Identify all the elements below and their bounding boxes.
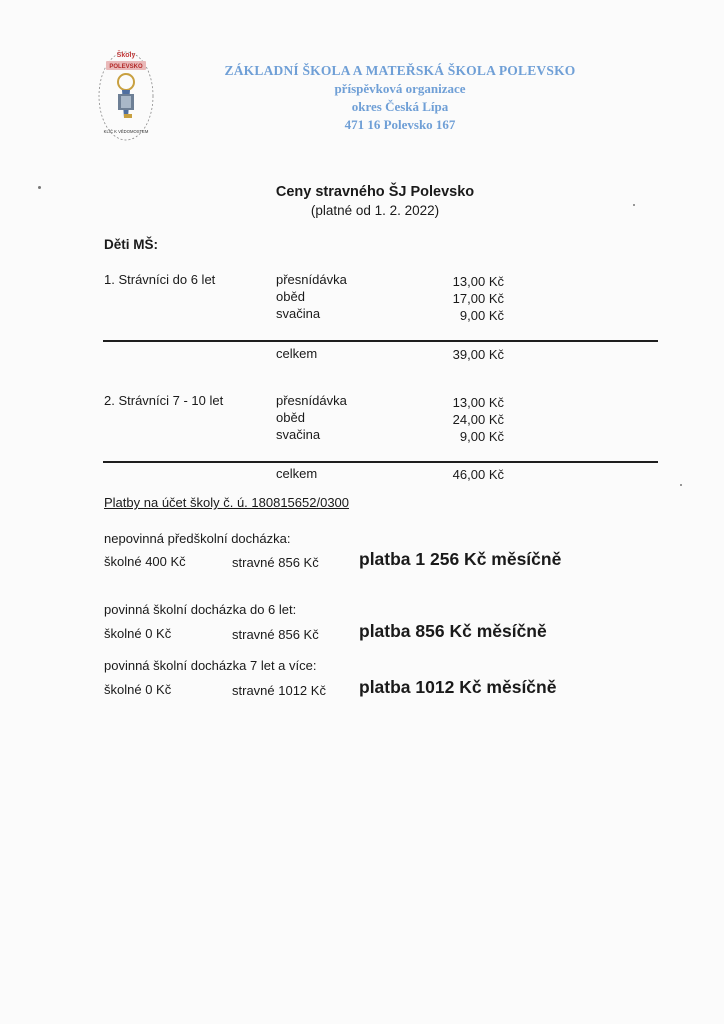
meal-name: svačina [276,306,321,321]
school-logo [96,44,156,142]
letterhead [200,62,600,134]
meal-fee: stravné 856 Kč [232,555,319,570]
tuition-fee: školné 400 Kč [104,554,186,569]
total-divider [103,461,658,463]
scan-speck [633,204,635,206]
monthly-payment: platba 1012 Kč měsíčně [359,677,557,697]
total-price: 46,00 Kč [452,467,504,482]
meal-fee: stravné 856 Kč [232,627,319,642]
payment-heading: povinná školní docházka 7 let a více: [104,658,317,673]
logo-ring-text: KLÍČ K VĚDOMOSTEM [103,129,149,134]
tuition-fee: školné 0 Kč [104,682,172,697]
total-label: celkem [276,346,318,361]
meal-price: 13,00 Kč [452,274,504,289]
total-label: celkem [276,466,318,481]
meal-name: přesnídávka [276,393,347,408]
meal-name: svačina [276,427,321,442]
meal-price: 24,00 Kč [452,412,504,427]
logo-top-text: Školy [116,52,136,59]
scan-speck [38,186,41,189]
address: 471 16 Polevsko 167 [344,117,456,132]
payments-heading: Platby na účet školy č. ú. 180815652/0300 [104,495,350,510]
group-label: 1. Strávníci do 6 let [104,272,216,287]
district: okres Česká Lípa [351,99,449,114]
document-subtitle: (platné od 1. 2. 2022) [310,203,440,218]
school-name: ZÁKLADNÍ ŠKOLA A MATEŘSKÁ ŠKOLA POLEVSKO [224,63,576,78]
total-price: 39,00 Kč [452,347,504,362]
section-heading: Děti MŠ: [104,237,158,252]
meal-price: 13,00 Kč [452,395,504,410]
organization-type: příspěvková organizace [334,81,466,96]
meal-price: 17,00 Kč [452,291,504,306]
meal-name: oběd [276,410,305,425]
monthly-payment: platba 1 256 Kč měsíčně [359,549,562,569]
scan-speck [680,484,682,486]
document-title: Ceny stravného ŠJ Polevsko [275,184,475,200]
meal-price: 9,00 Kč [459,429,504,444]
tuition-fee: školné 0 Kč [104,626,172,641]
meal-fee: stravné 1012 Kč [232,683,326,698]
group-label: 2. Strávníci 7 - 10 let [104,393,224,408]
payment-heading: nepovinná předškolní docházka: [104,531,291,546]
meal-price: 9,00 Kč [459,308,504,323]
payment-heading: povinná školní docházka do 6 let: [104,602,297,617]
meal-name: přesnídávka [276,272,347,287]
monthly-payment: platba 856 Kč měsíčně [359,621,547,641]
logo-middle-text: POLEVSKO [109,64,143,70]
total-divider [103,340,658,342]
meal-name: oběd [276,289,305,304]
